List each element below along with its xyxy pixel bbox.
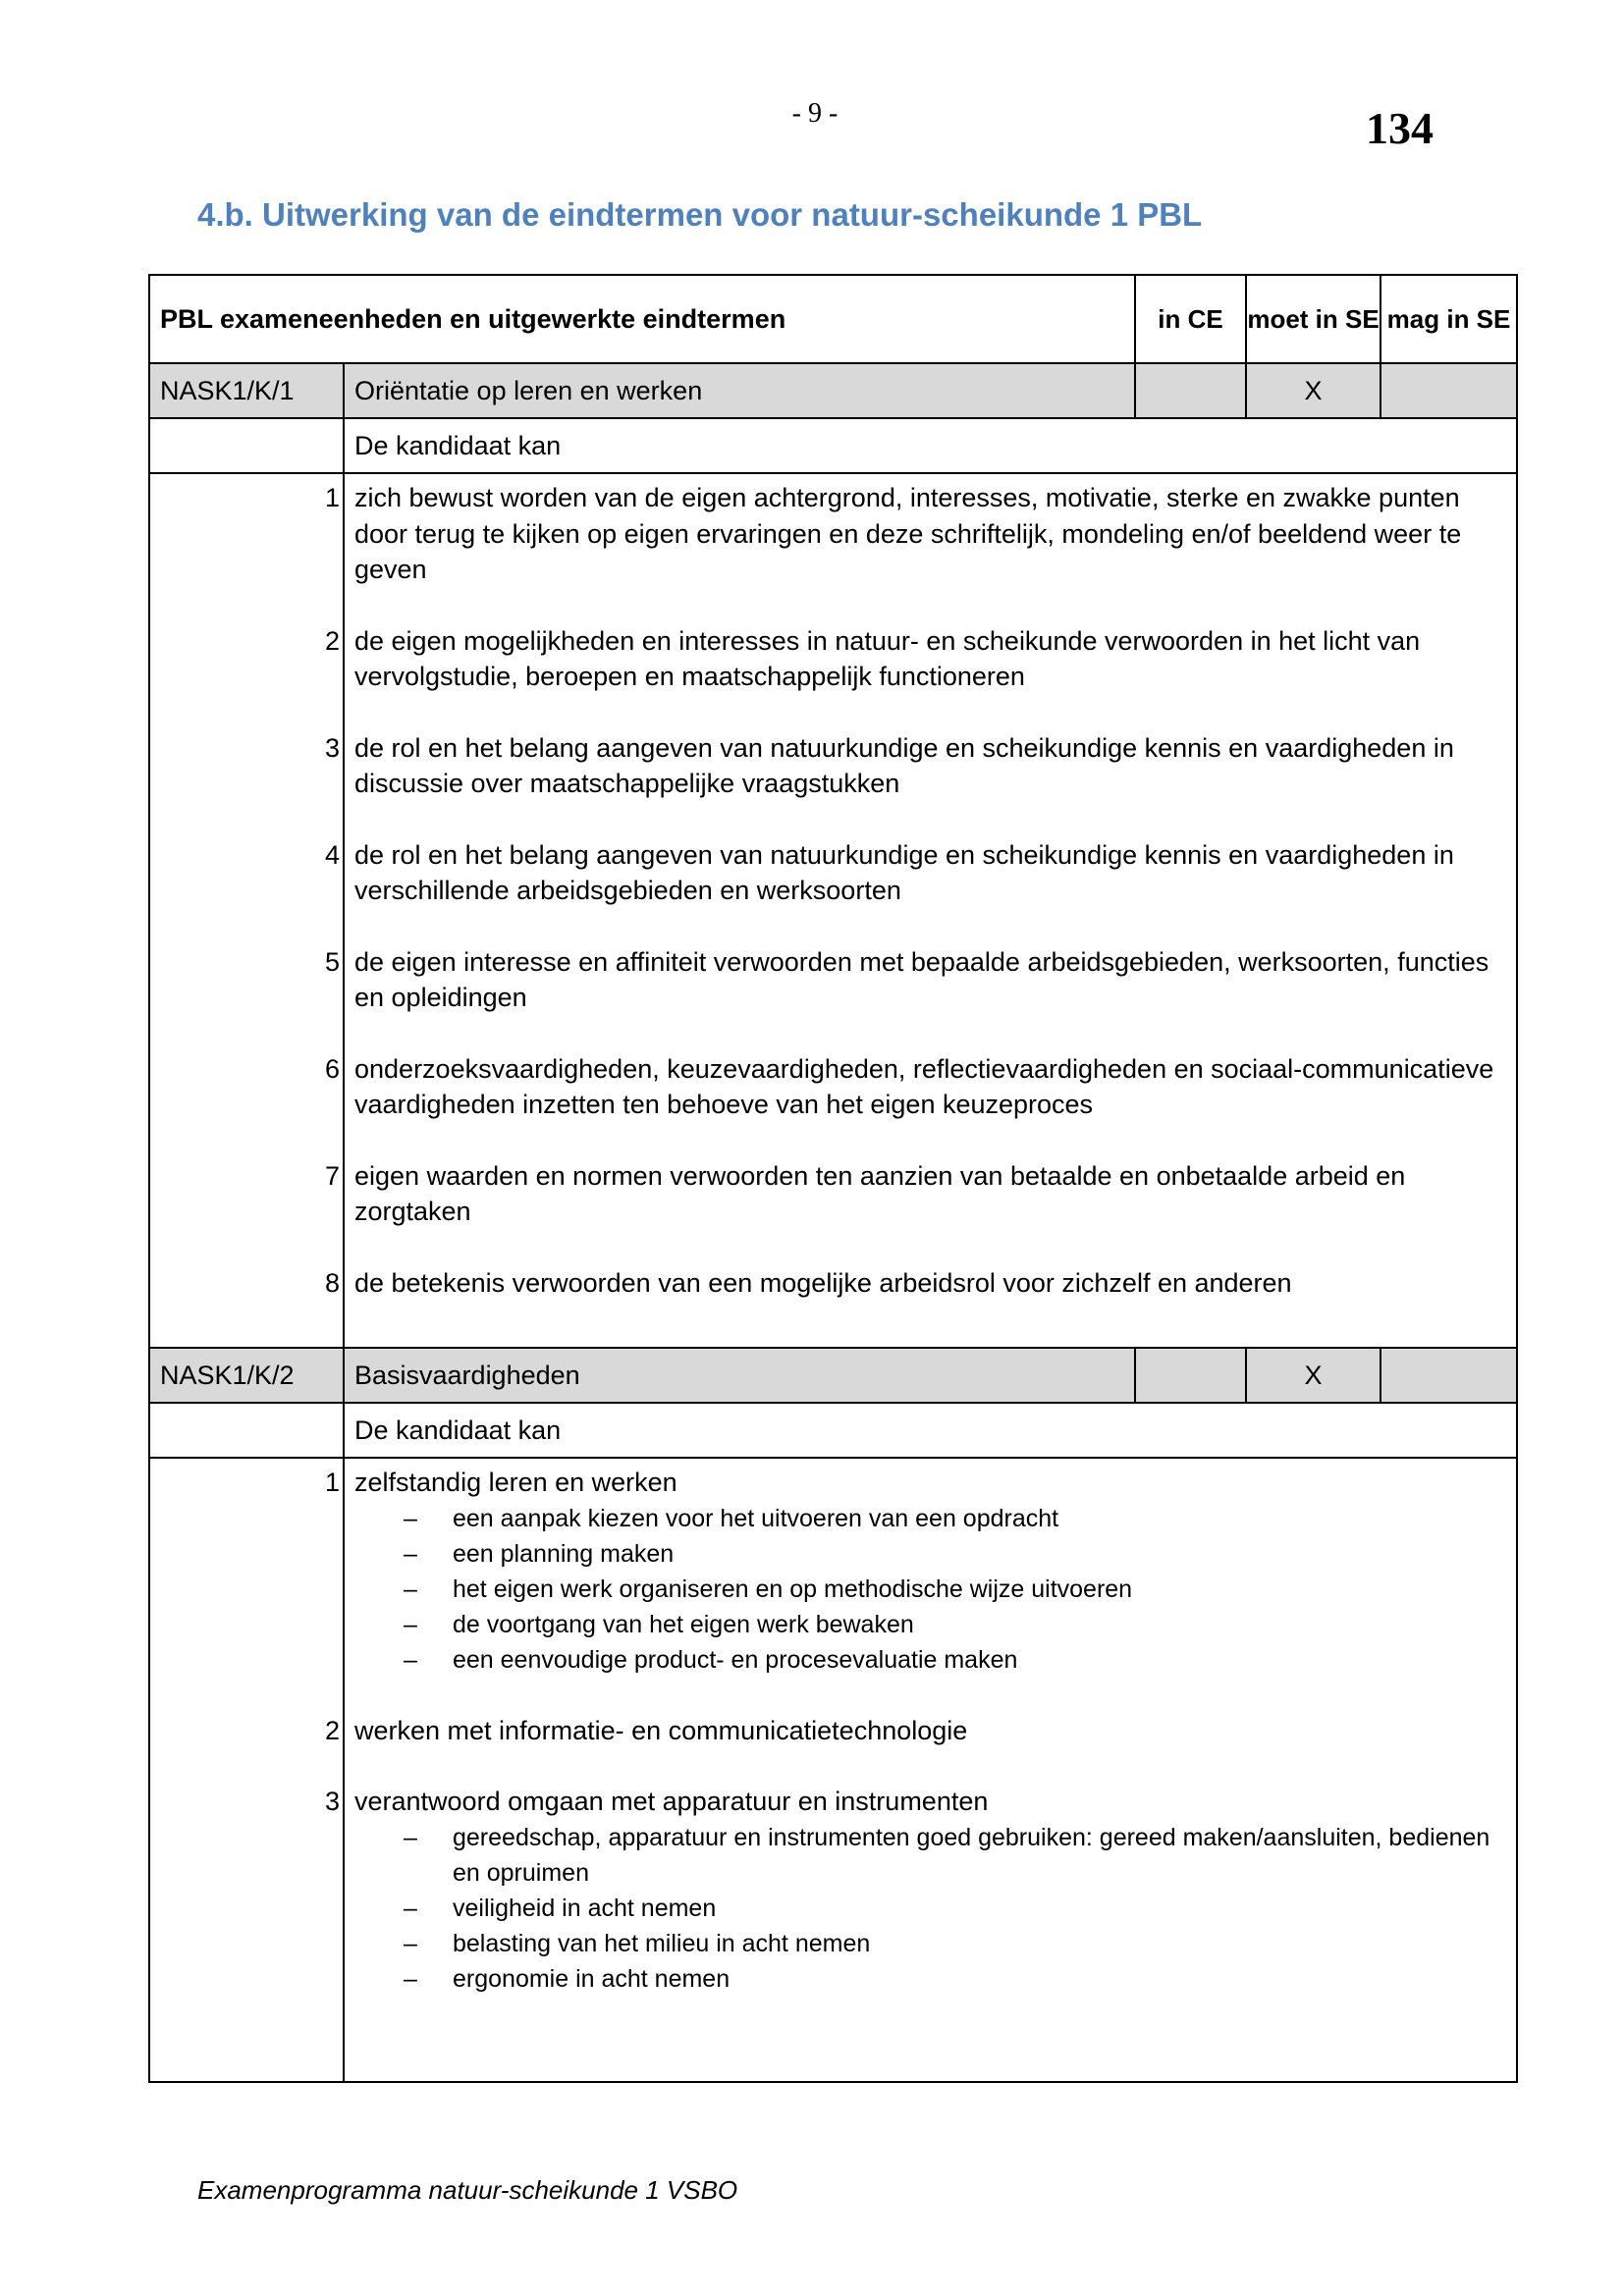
moet-in-se-mark: X <box>1246 1348 1380 1403</box>
column-header-main: PBL exameneenheden en uitgewerkte eindtermen <box>149 275 1135 363</box>
item-number: 2 <box>324 625 340 656</box>
list-item <box>324 837 1496 909</box>
sub-item: – een planning maken <box>354 1536 1496 1572</box>
item-text: de eigen interesse en affiniteit verwoorden met bepaalde arbeidsgebieden, werksoorten, functies en opleidingen <box>354 946 1489 1012</box>
item-number: 3 <box>324 1787 340 1816</box>
list-item <box>324 1051 1496 1123</box>
moet-in-se-mark: X <box>1246 363 1380 418</box>
document-number: 134 <box>1366 103 1434 153</box>
dash-bullet: – <box>404 1823 417 1851</box>
item-text: de eigen mogelijkheden en interesses in natuur- en scheikunde verwoorden in het licht van vervolgstudie, beroepen en maatschappelijk functioneren <box>354 625 1421 691</box>
sub-item: – een aanpak kiezen voor het uitvoeren van een opdracht <box>354 1501 1496 1536</box>
dash-bullet: – <box>404 1610 417 1638</box>
unit-title: Oriëntatie op leren en werken <box>344 363 1135 418</box>
item-text: onderzoeksvaardigheden, keuzevaardigheden, reflectievaardigheden en sociaal-communicatieve vaardigheden inzetten ten behoeve van het eigen keuzeproces <box>354 1053 1494 1119</box>
column-header-moet-in-se: moet in SE <box>1246 275 1380 363</box>
item-number: 7 <box>324 1160 340 1191</box>
item-number: 1 <box>324 1468 340 1497</box>
item-number: 1 <box>324 483 340 512</box>
items-row-k1 <box>149 473 1517 1348</box>
item-number: 3 <box>324 732 340 763</box>
exam-units-table <box>148 274 1518 2083</box>
sub-item: – het eigen werk organiseren en op methodische wijze uitvoeren <box>354 1572 1496 1607</box>
list-item <box>324 944 1496 1016</box>
item-text: de rol en het belang aangeven van natuurkundige en scheikundige kennis en vaardigheden in verschillende arbeidsgebieden en werksoorten <box>354 839 1454 905</box>
page-footer: Examenprogramma natuur-scheikunde 1 VSBO <box>197 2175 738 2205</box>
list-item <box>324 623 1496 695</box>
item-text: de betekenis verwoorden van een mogelijke arbeidsrol voor zichzelf en anderen <box>354 1267 1292 1298</box>
item-text: werken met informatie- en communicatietechnologie <box>354 1715 968 1745</box>
unit-code: NASK1/K/2 <box>149 1348 344 1403</box>
dash-bullet: – <box>404 1575 417 1603</box>
list-item <box>324 480 1496 588</box>
column-header-in-ce: in CE <box>1135 275 1246 363</box>
sub-item: – een eenvoudige product- en procesevaluatie maken <box>354 1642 1496 1678</box>
list-item <box>324 1265 1496 1302</box>
item-text: zich bewust worden van de eigen achtergrond, interesses, motivatie, sterke en zwakke punten door terug te kijken op eigen ervaringen en deze schriftelijk, mondeling en/of beeldend weer te geven <box>354 483 1462 584</box>
table-header-row <box>149 275 1517 363</box>
dash-bullet: – <box>404 1645 417 1674</box>
section-heading: 4.b. Uitwerking van de eindtermen voor natuur-scheikunde 1 PBL <box>197 196 1203 233</box>
list-item <box>324 1784 1496 1820</box>
sub-item: – de voortgang van het eigen werk bewaken <box>354 1607 1496 1642</box>
list-item <box>324 1465 1496 1501</box>
item-number: 2 <box>324 1715 340 1745</box>
mag-in-se-mark <box>1380 1348 1517 1403</box>
item-text: eigen waarden en normen verwoorden ten aanzien van betaalde en onbetaalde arbeid en zorgtaken <box>354 1160 1406 1226</box>
in-ce-mark <box>1135 1348 1246 1403</box>
dash-bullet: – <box>404 1894 417 1922</box>
sub-item: – ergonomie in acht nemen <box>354 1961 1496 1997</box>
sub-item: – belasting van het milieu in acht nemen <box>354 1926 1496 1961</box>
lead-row-k2 <box>149 1403 1517 1458</box>
sub-item: – veiligheid in acht nemen <box>354 1891 1496 1926</box>
dash-bullet: – <box>404 1929 417 1957</box>
page-number: - 9 - <box>791 98 839 129</box>
dash-bullet: – <box>404 1964 417 1993</box>
mag-in-se-mark <box>1380 363 1517 418</box>
dash-bullet: – <box>404 1504 417 1532</box>
lead-text: De kandidaat kan <box>344 1403 1517 1458</box>
item-text: de rol en het belang aangeven van natuurkundige en scheikundige kennis en vaardigheden in discussie over maatschappelijke vraagstukken <box>354 732 1454 798</box>
in-ce-mark <box>1135 363 1246 418</box>
list-item <box>324 1158 1496 1230</box>
lead-row-k1 <box>149 418 1517 473</box>
column-header-mag-in-se: mag in SE <box>1380 275 1517 363</box>
lead-text: De kandidaat kan <box>344 418 1517 473</box>
item-text: zelfstandig leren en werken <box>354 1468 677 1497</box>
unit-row-k1 <box>149 363 1517 418</box>
list-item <box>324 1713 1496 1749</box>
item-number: 5 <box>324 946 340 977</box>
item-text: verantwoord omgaan met apparatuur en instrumenten <box>354 1787 989 1816</box>
item-number: 8 <box>324 1267 340 1298</box>
items-row-k2 <box>149 1458 1517 2082</box>
sub-item: – gereedschap, apparatuur en instrumenten goed gebruiken: gereed maken/aansluiten, bedienen en opruimen <box>354 1820 1496 1891</box>
unit-title: Basisvaardigheden <box>344 1348 1135 1403</box>
item-number: 4 <box>324 839 340 870</box>
dash-bullet: – <box>404 1539 417 1568</box>
list-item <box>324 730 1496 802</box>
unit-row-k2 <box>149 1348 1517 1403</box>
unit-code: NASK1/K/1 <box>149 363 344 418</box>
item-number: 6 <box>324 1053 340 1084</box>
